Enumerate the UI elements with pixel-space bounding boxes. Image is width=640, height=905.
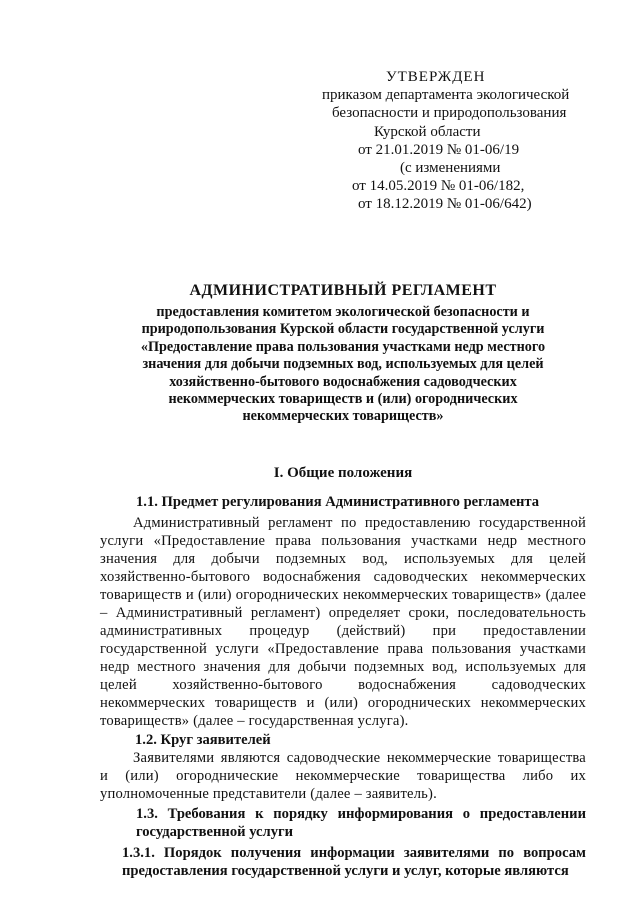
subtitle-line: «Предоставление права пользования участками недр местного	[140, 338, 546, 355]
paragraph: Административный регламент по предоставлению государственной услуги «Предоставление права пользования участками недр местного значения для добычи подземных вод, используемых для целей хозяйственно-бытового водоснабжения садоводческих некоммерческих товариществ и (или) огороднических некоммерческих товариществ» (далее – Административный регламент) определяет сроки, последовательность административных процедур (действий) при предоставлении государственной услуги «Предоставление права пользования участками недр местного значения для добычи подземных вод, используемых для целей хозяйственно-бытового водоснабжения садоводческих некоммерческих товариществ и (или) огороднических некоммерческих товариществ» (далее – государственная услуга).	[100, 515, 586, 729]
approval-line: приказом департамента экологической	[322, 87, 570, 104]
paragraph: Заявителями являются садоводческие некоммерческие товарищества и (или) огороднические некоммерческие товарищества либо их уполномоченные представители (далее – заявитель).	[100, 750, 586, 802]
subtitle-line: значения для добычи подземных вод, используемых для целей	[142, 356, 544, 373]
subtitle-line: предоставления комитетом экологической безопасности и	[156, 304, 530, 320]
document-title-block	[100, 282, 586, 426]
approval-line: (с изменениями	[400, 160, 501, 177]
subtitle-line: некоммерческих товариществ и (или) огороднических	[168, 391, 518, 408]
section-body	[100, 493, 586, 880]
approval-heading: УТВЕРЖДЕН	[386, 69, 486, 85]
subtitle-line: природопользования Курской области государственной услуги	[141, 321, 545, 338]
approval-line: Курской области	[374, 123, 481, 140]
approval-line: безопасности и природопользования	[332, 105, 567, 122]
section-heading: I. Общие положения	[273, 465, 413, 481]
document-subtitle	[100, 304, 586, 426]
approval-stamp-block	[318, 68, 578, 214]
subsection-heading: 1.3.1. Порядок получения информации заявителями по вопросам предоставления государственной услуги и услуг, которые являются	[122, 845, 586, 879]
subsection-heading: 1.2. Круг заявителей	[135, 732, 271, 748]
approval-line: от 21.01.2019 № 01-06/19	[358, 141, 520, 158]
subtitle-line: хозяйственно-бытового водоснабжения садоводческих	[169, 373, 517, 390]
approval-line: от 18.12.2019 № 01-06/642)	[358, 196, 532, 213]
approval-line: от 14.05.2019 № 01-06/182,	[352, 178, 525, 195]
subsection-heading: 1.1. Предмет регулирования Административного регламента	[136, 494, 540, 510]
subtitle-line: некоммерческих товариществ»	[242, 408, 444, 425]
subsection-heading: 1.3. Требования к порядку информирования о предоставлении государственной услуги	[136, 806, 586, 840]
document-title: АДМИНИСТРАТИВНЫЙ РЕГЛАМЕНТ	[189, 282, 497, 299]
